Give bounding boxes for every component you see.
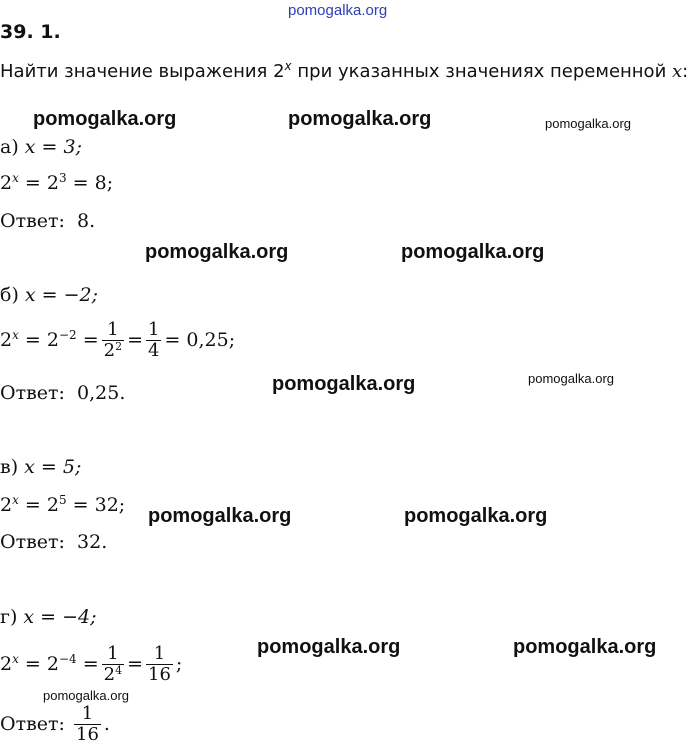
calc-sup: x bbox=[12, 652, 19, 666]
frac-num: 1 bbox=[107, 642, 119, 664]
part-d-answer bbox=[0, 702, 110, 746]
calc-rest: = 8; bbox=[66, 172, 114, 194]
calc-sup: x bbox=[12, 171, 19, 185]
answer-fraction bbox=[74, 704, 101, 745]
answer-label: Ответ: bbox=[0, 531, 65, 553]
watermark: pomogalka.org bbox=[148, 505, 292, 527]
watermark: pomogalka.org bbox=[272, 373, 416, 395]
answer-label: Ответ: bbox=[0, 713, 65, 735]
calc-base: 2 bbox=[0, 172, 13, 194]
statement-sup: x bbox=[284, 59, 292, 73]
frac-num: 1 bbox=[107, 318, 119, 340]
frac-den: 2 bbox=[103, 663, 116, 685]
frac-den-sup: 2 bbox=[115, 339, 123, 353]
fraction bbox=[146, 320, 161, 361]
part-d-calc: $2^x = 2^{-4}$ = $\frac{1}{2^4}$ = $\frac{1}{16}$ ; bbox=[0, 642, 183, 685]
calc-sup2: −2 bbox=[58, 328, 77, 342]
calc-base: 2 bbox=[0, 494, 13, 516]
frac-den: 16 bbox=[76, 723, 99, 745]
calc-base: 2 bbox=[0, 329, 13, 351]
part-b-condition bbox=[0, 284, 98, 306]
part-c-label: в) bbox=[0, 456, 19, 478]
part-c-cond: x = 5; bbox=[24, 456, 82, 478]
calc-sup: x bbox=[12, 493, 19, 507]
problem-statement bbox=[0, 61, 688, 83]
frac-num: 1 bbox=[81, 702, 94, 724]
watermark: pomogalka.org bbox=[401, 241, 545, 263]
part-a-condition bbox=[0, 136, 82, 158]
frac-num: 1 bbox=[148, 318, 160, 340]
part-b-cond: x = −2; bbox=[24, 284, 99, 306]
part-a-answer bbox=[0, 210, 95, 232]
statement-suffix: при указанных значениях переменной bbox=[291, 61, 672, 82]
part-c-answer bbox=[0, 531, 107, 553]
part-d-label: г) bbox=[0, 606, 18, 628]
calc-rest: = 32; bbox=[66, 494, 126, 516]
calc-sup2: 3 bbox=[58, 171, 67, 185]
calc-sup2: −4 bbox=[58, 652, 77, 666]
watermark: pomogalka.org bbox=[545, 116, 631, 131]
answer-label: Ответ: bbox=[0, 210, 65, 232]
part-a-label: а) bbox=[0, 136, 19, 158]
calc-sup: x bbox=[12, 328, 19, 342]
answer-value: 8. bbox=[77, 210, 96, 232]
part-d-condition bbox=[0, 606, 97, 628]
answer-label: Ответ: bbox=[0, 382, 65, 404]
site-link[interactable]: pomogalka.org bbox=[288, 2, 388, 19]
part-b-answer bbox=[0, 382, 125, 404]
fraction bbox=[102, 644, 124, 685]
answer-end: . bbox=[103, 713, 110, 735]
watermark: pomogalka.org bbox=[145, 241, 289, 263]
calc-eq: = 2 bbox=[18, 494, 59, 516]
frac-den: 2 bbox=[103, 339, 116, 361]
answer-value: 0,25. bbox=[77, 382, 126, 404]
part-d-cond: x = −4; bbox=[23, 606, 97, 628]
watermark: pomogalka.org bbox=[513, 636, 657, 658]
calc-rest: = 0,25; bbox=[164, 329, 236, 351]
frac-num: 1 bbox=[153, 642, 166, 664]
fraction bbox=[102, 320, 124, 361]
watermark: pomogalka.org bbox=[257, 636, 401, 658]
frac-den-sup: 4 bbox=[115, 663, 123, 677]
answer-value: 32. bbox=[77, 531, 108, 553]
fraction bbox=[146, 644, 173, 685]
problem-number: 39. 1. bbox=[0, 21, 61, 43]
part-b-label: б) bbox=[0, 284, 19, 306]
calc-eq: = 2 bbox=[18, 329, 59, 351]
watermark: pomogalka.org bbox=[404, 505, 548, 527]
watermark: pomogalka.org bbox=[528, 371, 614, 386]
calc-eq: = 2 bbox=[18, 653, 59, 675]
frac-den: 4 bbox=[148, 339, 160, 361]
statement-end: : bbox=[682, 61, 689, 82]
watermark: pomogalka.org bbox=[288, 108, 432, 130]
calc-sup2: 5 bbox=[58, 493, 67, 507]
watermark: pomogalka.org bbox=[43, 688, 129, 703]
calc-rest: ; bbox=[175, 653, 183, 675]
calc-base: 2 bbox=[0, 653, 13, 675]
statement-prefix: Найти значение выражения 2 bbox=[0, 61, 285, 82]
part-a-calc bbox=[0, 172, 113, 194]
frac-den: 16 bbox=[148, 663, 171, 685]
part-c-condition bbox=[0, 456, 81, 478]
watermark: pomogalka.org bbox=[33, 108, 177, 130]
part-b-calc: $2^x = 2^{-2}$ = $\frac{1}{2^2}$ = $\frac{1}{4}$ = 0,25; bbox=[0, 318, 236, 361]
part-a-cond: x = 3; bbox=[24, 136, 83, 158]
part-c-calc bbox=[0, 494, 125, 516]
calc-eq: = 2 bbox=[18, 172, 59, 194]
statement-var: x bbox=[672, 61, 683, 82]
